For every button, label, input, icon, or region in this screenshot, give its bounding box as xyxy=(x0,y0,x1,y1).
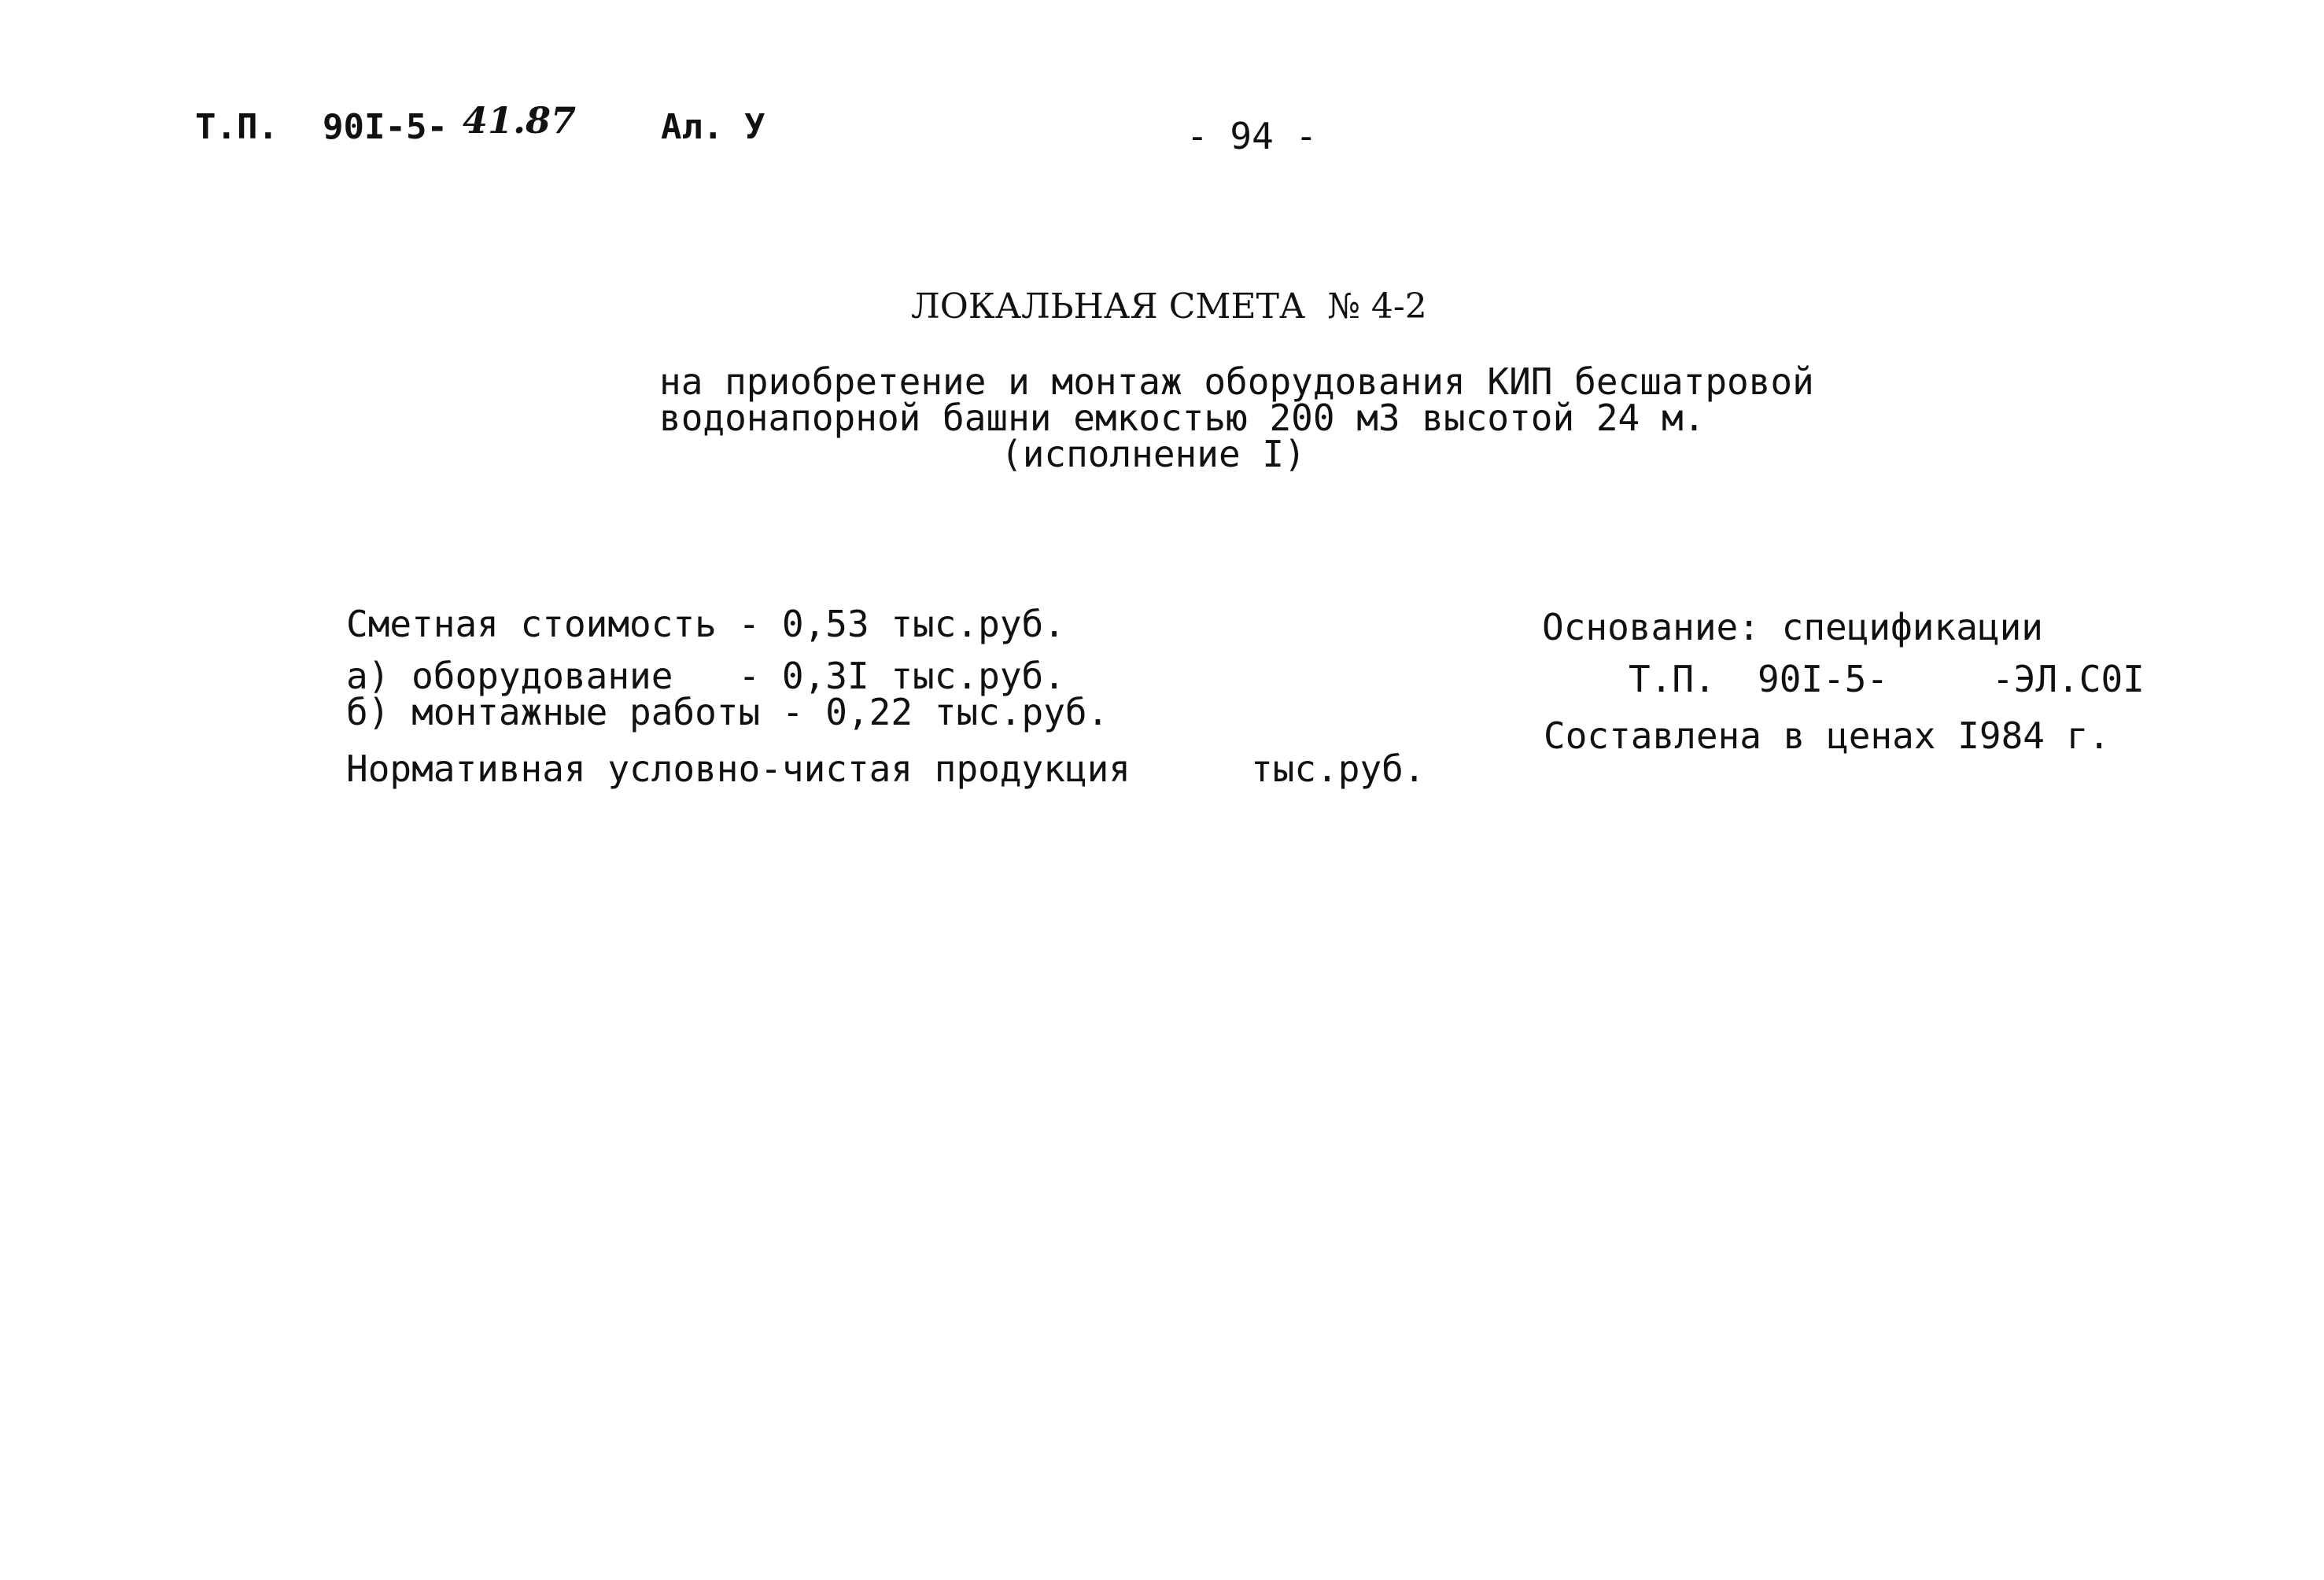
price-basis: Составлена в ценах I984 г. xyxy=(1544,714,2111,757)
header-doc-number-handwritten: 41.87 xyxy=(463,99,577,142)
header-doc-prefix: Т.П. xyxy=(195,107,279,147)
subtitle-line-2: водонапорной башни емкостью 200 м3 высотой 24 м. xyxy=(659,397,1706,439)
normative-product-label: Нормативная условно-чистая продукция xyxy=(346,748,1131,790)
header-doc-number: 90I-5- xyxy=(323,107,448,147)
basis-doc-suffix: -ЭЛ.С0I xyxy=(1992,658,2145,700)
basis-doc-prefix: Т.П. xyxy=(1629,658,1716,700)
total-cost: Сметная стоимость - 0,53 тыс.руб. xyxy=(346,603,1065,645)
page-number: - 94 - xyxy=(1186,115,1318,157)
document-heading: ЛОКАЛЬНАЯ СМЕТА № 4-2 xyxy=(911,286,1427,327)
subtitle-line-3: (исполнение I) xyxy=(1001,433,1306,475)
normative-product-unit: тыс.руб. xyxy=(1251,748,1426,790)
equipment-cost: а) оборудование - 0,3I тыс.руб. xyxy=(346,655,1065,697)
installation-cost: б) монтажные работы - 0,22 тыс.руб. xyxy=(346,691,1109,733)
subtitle-line-1: на приобретение и монтаж оборудования КИП бесшатровой xyxy=(659,360,1814,403)
basis-doc-number: 90I-5- xyxy=(1758,658,1889,700)
basis-label: Основание: спецификации xyxy=(1542,606,2043,648)
header-album: Ал. У xyxy=(661,107,765,147)
